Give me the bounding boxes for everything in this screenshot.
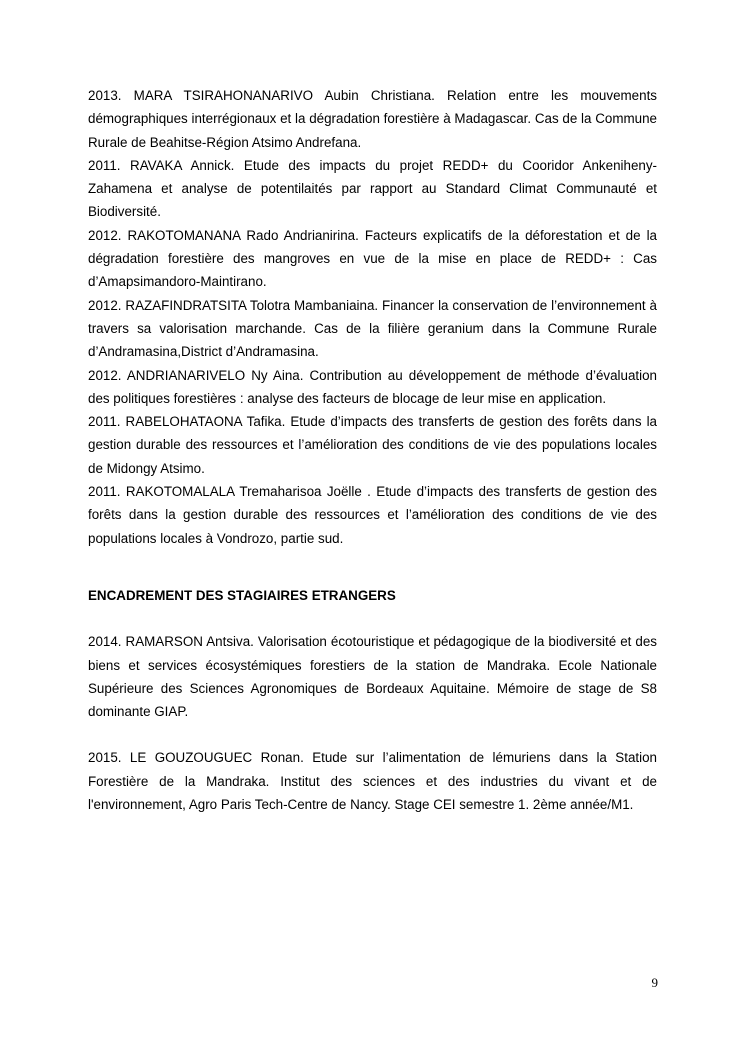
spacer [88, 723, 657, 746]
foreign-interns-list [88, 630, 657, 816]
student-entry: 2011. RAKOTOMALALA Tremaharisoa Joëlle . Etude d’impacts des transferts de gestion des forêts dans la gestion durable des ressources et l’amélioration des conditions de vie des populations locales à Vondrozo, partie sud. [88, 484, 657, 546]
spacer [88, 550, 657, 584]
section-heading-foreign-interns: ENCADREMENT DES STAGIAIRES ETRANGERS [88, 587, 396, 603]
student-entry: 2012. RAKOTOMANANA Rado Andrianirina. Facteurs explicatifs de la déforestation et de la dégradation forestière des mangroves en vue de la mise en place de REDD+ : Cas d’Amapsimandoro-Maintirano. [88, 227, 657, 290]
student-entry: 2013. MARA TSIRAHONANARIVO Aubin Christiana. Relation entre les mouvements démographiques interrégionaux et la dégradation forestière à Madagascar. Cas de la Commune Rurale de Beahitse-Région Atsimo Andrefana. [88, 88, 657, 150]
students-list [88, 84, 657, 550]
spacer [88, 607, 657, 630]
page-content [88, 84, 657, 816]
intern-entry: 2015. LE GOUZOUGUEC Ronan. Etude sur l’alimentation de lémuriens dans la Station Forestière de la Mandraka. Institut des sciences et des industries du vivant et de l'environnement, Agro Paris Tech-Centre de Nancy. Stage CEI semestre 1. 2ème année/M1. [88, 750, 657, 813]
page-number: 9 [651, 975, 658, 990]
student-entry: 2011. RAVAKA Annick. Etude des impacts du projet REDD+ du Cooridor Ankeniheny-Zahamena et analyse de potentilaités par rapport au Standard Climat Communauté et Biodiversité. [88, 157, 657, 220]
intern-entry: 2014. RAMARSON Antsiva. Valorisation écotouristique et pédagogique de la biodiversité et des biens et services écosystémiques forestiers de la station de Mandraka. Ecole Nationale Supérieure des Sciences Agronomiques de Bordeaux Aquitaine. Mémoire de stage de S8 dominante GIAP. [88, 634, 657, 720]
student-entry: 2011. RABELOHATAONA Tafika. Etude d’impacts des transferts de gestion des forêts dans la gestion durable des ressources et l’amélioration des conditions de vie des populations locales de Midongy Atsimo. [88, 414, 657, 476]
student-entry: 2012. ANDRIANARIVELO Ny Aina. Contribution au développement de méthode d’évaluation des politiques forestières : analyse des facteurs de blocage de leur mise en application. [88, 367, 657, 406]
student-entry: 2012. RAZAFINDRATSITA Tolotra Mambaniaina. Financer la conservation de l’environnement à travers sa valorisation marchande. Cas de la filière geranium dans la Commune Rurale d’Andramasina,District d’Andramasina. [88, 297, 657, 360]
